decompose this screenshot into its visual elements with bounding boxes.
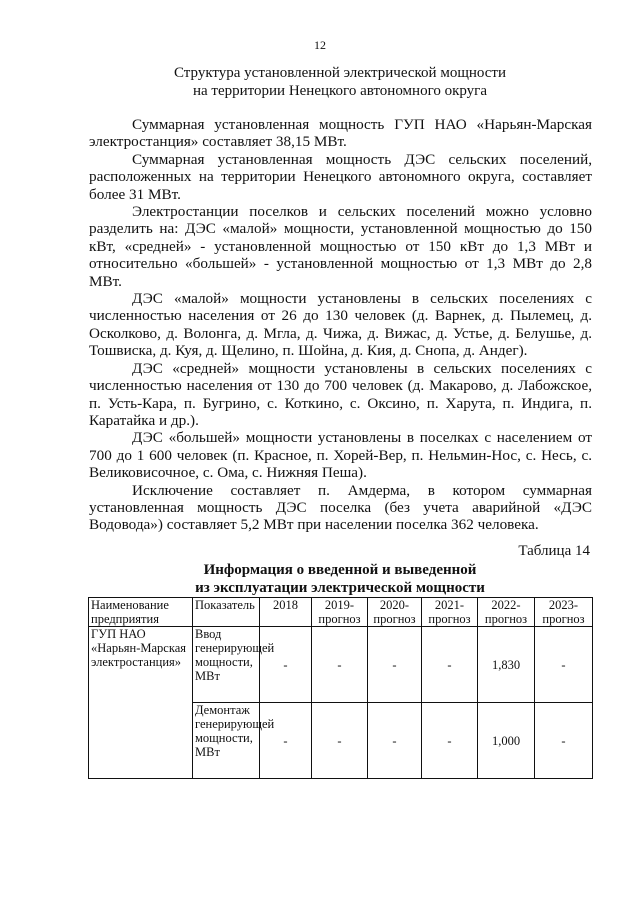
table-header-row [89, 598, 593, 627]
header-enterprise: Наименование предприятия [89, 598, 193, 627]
value-cell: - [368, 627, 422, 703]
table-title-line-2: из эксплуатации электрической мощности [195, 580, 485, 596]
body-text [89, 116, 592, 534]
header-year: 2019-прогноз [312, 598, 368, 627]
value-cell: - [312, 703, 368, 779]
paragraph: Суммарная установленная мощность ДЭС сельских поселений, расположенных на территории Ненецкого автономного округа, составляет более 31 МВт. [89, 150, 592, 203]
indicator-cell: Демонтаж генерирующей мощности, МВт [193, 703, 260, 779]
enterprise-name: ГУП НАО «Нарьян-Марская электростанция» [89, 627, 193, 779]
paragraph: ДЭС «средней» мощности установлены в сельских поселениях с численностью населения от 130 до 700 человек (д. Макарово, д. Лабожское, п. Усть-Кара, п. Бугрино, с. Коткино, с. Оксино, п. Харута, п. Индига, п. Каратайка и др.). [89, 359, 592, 429]
value-cell: 1,830 [478, 627, 535, 703]
header-year: 2018 [260, 598, 312, 627]
table-row [89, 627, 593, 703]
paragraph: Исключение составляет п. Амдерма, в котором суммарная установленная мощность ДЭС поселка (без учета аварийной «ДЭС Водовода») составляет 5,2 МВт при населении поселка 362 человека. [89, 481, 592, 534]
value-cell: - [368, 703, 422, 779]
page-number: 12 [314, 38, 326, 52]
indicator-cell: Ввод генерирующей мощности, МВт [193, 627, 260, 703]
value-cell: - [312, 627, 368, 703]
paragraph: ДЭС «малой» мощности установлены в сельских поселениях с численностью населения от 26 до 130 человек (д. Варнек, д. Пылемец, д. Осколково, д. Волонга, д. Мгла, д. Чижа, д. Вижас, д. Устье, д. Белушье, д. Тошвиска, д. Куя, д. Щелино, п. Шойна, д. Кия, д. Снопа, д. Андег). [89, 290, 592, 360]
capacity-table [88, 597, 593, 779]
value-cell: - [535, 627, 593, 703]
table-title-line-1: Информация о введенной и выведенной [203, 562, 477, 578]
header-year: 2020-прогноз [368, 598, 422, 627]
value-cell: - [422, 627, 478, 703]
paragraph: Электростанции поселков и сельских поселений можно условно разделить на: ДЭС «малой» мощности, установленной мощностью до 150 кВт, «средней» - установленной мощностью от 150 кВт до 1,3 МВт и относительно «большей» - установленной мощностью от 1,3 МВт до 2,8 МВт. [89, 203, 592, 290]
page-title-line-2: на территории Ненецкого автономного округа [192, 83, 487, 99]
page-title-line-1: Структура установленной электрической мощности [173, 65, 507, 81]
value-cell: - [535, 703, 593, 779]
value-cell: - [260, 627, 312, 703]
header-year: 2023-прогноз [535, 598, 593, 627]
value-cell: - [422, 703, 478, 779]
table-label: Таблица 14 [518, 543, 590, 559]
value-cell: 1,000 [478, 703, 535, 779]
header-indicator: Показатель [193, 598, 260, 627]
paragraph: Суммарная установленная мощность ГУП НАО «Нарьян-Марская электростанция» составляет 38,15 МВт. [89, 116, 592, 151]
table-title [90, 561, 590, 597]
value-cell: - [260, 703, 312, 779]
paragraph: ДЭС «большей» мощности установлены в поселках с населением от 700 до 1 600 человек (п. Красное, п. Хорей-Вер, п. Нельмин-Нос, с. Несь, с. Великовисочное, с. Ома, с. Нижняя Пеша). [89, 429, 592, 482]
header-year: 2021-прогноз [422, 598, 478, 627]
page-title [80, 64, 600, 100]
header-year: 2022-прогноз [478, 598, 535, 627]
